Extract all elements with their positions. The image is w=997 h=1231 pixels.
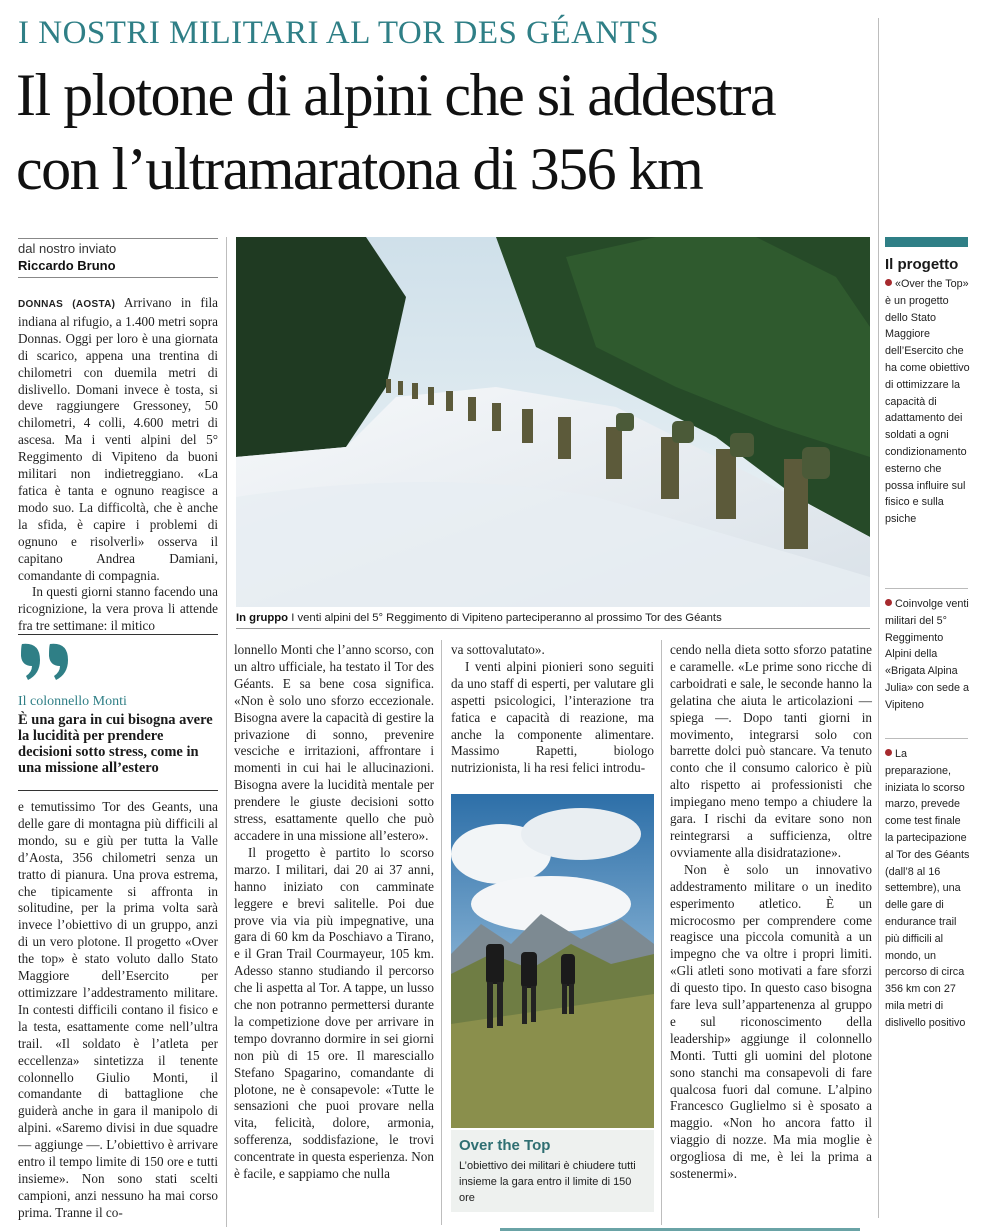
sidebar-accent-bar — [885, 237, 968, 247]
article-paragraph: In questi giorni stanno facendo una ricognizione, la vera prova li attende fra tre settimane: il mitico — [18, 584, 218, 634]
column-divider-1 — [226, 237, 227, 1227]
article-column-3 — [451, 642, 654, 777]
headline-line-1: Il plotone di alpini che si addestra — [16, 62, 776, 128]
main-photo-caption — [236, 612, 876, 624]
quote-rule — [18, 634, 218, 635]
quote-mark-icon — [16, 640, 76, 690]
bullet-icon — [885, 599, 892, 606]
article-paragraph: lonnello Monti che l’anno scorso, con un altro ufficiale, ha testato il Tor des Géants. E sa bene cosa significa. «Non è solo uno sforzo eccezionale. Bisogna avere la capacità di gestire la privazione di sonno, prevenire vesciche e irritazioni, affrontare i momenti in cui hai le allucinazioni. Bisogna avere la lucidità mentale per prendere le giuste decisioni sotto stress, esattamente quello che può accadere in una missione all’estero». — [234, 642, 434, 843]
byline-rule-bottom — [18, 277, 218, 278]
byline-rule — [18, 238, 218, 239]
sidebar-divider — [878, 18, 879, 1218]
inset-text: L’obiettivo dei militari è chiudere tutti insieme la gara entro il limite di 150 ore — [459, 1160, 636, 1204]
article-column-2 — [234, 642, 434, 1183]
sidebar-separator — [885, 588, 968, 589]
headline — [16, 58, 878, 206]
sidebar-item: Coinvolge venti militari del 5° Reggimento Alpini della «Brigata Alpina Julia» con sede a Vipiteno — [885, 598, 970, 711]
article-paragraph: Non è solo un innovativo addestramento militare o un inedito esperimento atletico. È un microcosmo per comprendere come reagisce una piccola comunità a un impegno che va oltre i propri limiti. «Gli atleti sono motivati a fare sforzi di questo tipo. In questo caso bisogna fare leva sull’appartenenza al gruppo e sul riconoscimento della leadership» aggiunge il colonnello Monti. Tutti gli uomini del plotone sono stanchi ma consapevoli di fare qualcosa fuori dal comune. L’alpino Francesco Guglielmo si è sposato a maggio. «Non ho ancora fatto il viaggio di nozze. Ma mia moglie è orgogliosa di me, è lei la prima a sostenermi». — [670, 861, 872, 1182]
quote-text: È una gara in cui bisogna avere la lucidità per prendere decisioni sotto stress, come in una missione all’estero — [18, 712, 213, 776]
main-photo — [236, 237, 870, 607]
article-paragraph: DONNAS (AOSTA) Arrivano in fila indiana al rifugio, a 1.400 metri sopra Donnas. Oggi per loro è una giornata di scarico, appena una trentina di chilometri con duemila metri di dislivello. Domani invece è tosta, si deve raggiungere Gressoney, 50 chilometri, 4 colli, 4.600 metri di ascesa. Ma i venti alpini del 5° Reggimento di Vipiteno da buoni militari non indietreggiano. «La fatica è tanta e ognuno reagisce a modo suo. La difficoltà, che è anche la sfida, è capire i problemi di ognuno e risolverli» osserva il capitano Andrea Damiani, comandante di compagnia. — [18, 295, 218, 583]
sidebar-item: «Over the Top» è un progetto dello Stato Maggiore dell’Esercito che ha come obiettivo di ottimizzare la capacità di adattamento dei soldati a ogni condizionamento esterno che possa influire sul fisico e sulla psiche — [885, 278, 970, 526]
sidebar-separator — [885, 738, 968, 739]
article-column-4 — [670, 642, 872, 1183]
sidebar-title: Il progetto — [885, 256, 959, 273]
article-paragraph: va sottovalutato». — [451, 642, 545, 657]
dateline: DONNAS (AOSTA) — [18, 299, 116, 310]
headline-line-2: con l’ultramaratona di 356 km — [16, 136, 703, 202]
caption-label: In gruppo — [236, 612, 289, 624]
article-paragraph: I venti alpini pionieri sono seguiti da uno staff di esperti, per valutare gli aspetti psicologici, l’interazione tra fatica e capacità di reazione, ma anche la componente alimentare. Massimo Rapetti, biologo nutrizionista, li ha resi felici introdu- — [451, 658, 654, 776]
byline-name: Riccardo Bruno — [18, 258, 116, 273]
inset-photo — [451, 794, 654, 1128]
bullet-icon — [885, 749, 892, 756]
sidebar-item: La preparazione, iniziata lo scorso marzo, prevede come test finale la partecipazione al Tor des Géants (dall’8 al 16 settembre), una delle gare di endurance trail più difficili al mondo, un percorso di circa 356 km con 27 mila metri di dislivello positivo — [885, 748, 970, 1029]
inset-title: Over the Top — [459, 1137, 551, 1154]
caption-text: I venti alpini del 5° Reggimento di Vipiteno parteciperanno al prossimo Tor des Géants — [291, 612, 722, 624]
caption-rule — [236, 628, 870, 629]
column-divider-3 — [661, 640, 662, 1225]
column-divider-2 — [441, 640, 442, 1225]
article-column-1 — [18, 295, 218, 635]
article-paragraph: Il progetto è partito lo scorso marzo. I militari, dai 20 ai 37 anni, hanno iniziato con camminate leggere e brevi salitelle. Poi due prove via via più impegnative, una gara di 60 km da Poschiavo a Tirano, e il Gran Trail Courmayeur, 105 km. Adesso stanno studiando il percorso che li aspetta al Tor. A tappe, un lusso che non potranno permettersi durante la competizione dove per arrivare in tempo dovranno dormire in sei giorni non più di 15 ore. Il maresciallo Stefano Spagarino, comandante di plotone, ne è consapevole: «Tutte le sensazioni che puoi provare nella vita, felicità, dolore, armonia, sofferenza, soddisfazione, le trovi concentrate in questa esperienza. Non è facile, e sappiamo che nulla — [234, 844, 434, 1182]
quote-speaker: Il colonnello Monti — [18, 694, 127, 709]
bullet-icon — [885, 279, 892, 286]
byline-role: dal nostro inviato — [18, 241, 117, 256]
kicker: I NOSTRI MILITARI AL TOR DES GÉANTS — [18, 15, 660, 51]
article-column-1b — [18, 799, 218, 1222]
article-paragraph: e temutissimo Tor des Geants, una delle gare di montagna più difficili al mondo, su e giù per tutta la Valle d’Aosta, 356 chilometri senza un tratto di pianura. Una prova estrema, che tipicamente si affronta in solitudine, per la prima volta sarà invece l’obiettivo di un gruppo, anzi di un vero plotone. Il progetto «Over the top» è stato voluto dallo Stato Maggiore dell’Esercito per ottimizzare l’addestramento militare. In contesti difficili contano il fisico e la testa, esattamente come nell’ultra trail. «Il soldato è l’atleta per eccellenza» sintetizza il tenente colonnello Giulio Monti, il comandante di battaglione che guiderà anche in gara il manipolo di alpini. «Saremo divisi in due squadre — aggiunge —. L’obiettivo è arrivare entro il tempo limite di 150 ore e tutti insieme». Non sono stati scelti campioni, anzi nessuno ha mai corso prima. Tranne il co- — [18, 799, 218, 1220]
quote-rule-bottom — [18, 790, 218, 791]
article-paragraph: cendo nella dieta sotto sforzo patatine e caramelle. «Le prime sono ricche di carboidrati e sale, le seconde hanno la gelatina che aiuta le articolazioni — spiega —. Dopo tanti giorni in movimento, integrarsi solo con barrette dolci può stancare. Va tenuto conto che il consumo calorico è più alto rispetto ai professionisti che impiegano meno tempo a chiudere la gara. I rischi da evitare sono non reintegrarsi a sufficienza, oltre ovviamente alla disidratazione». — [670, 642, 872, 860]
